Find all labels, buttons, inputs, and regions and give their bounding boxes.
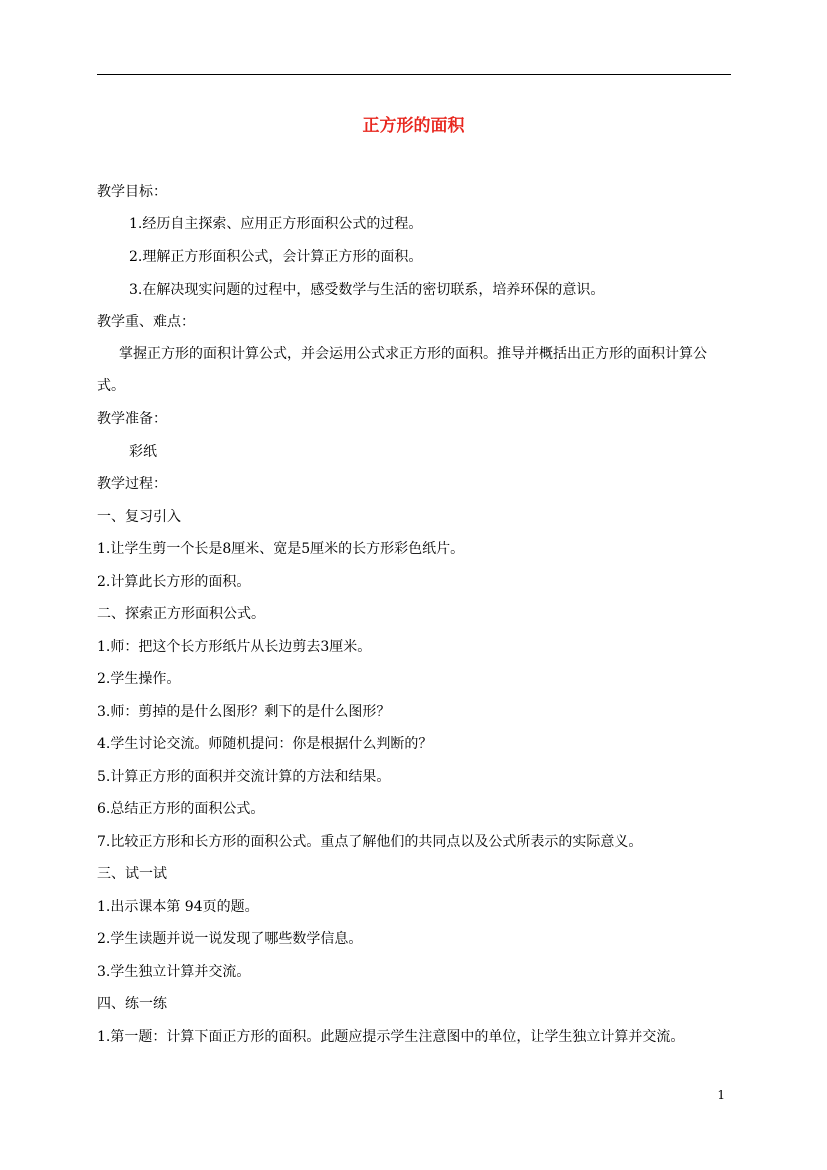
list-item: 2.计算此长方形的面积。 [97,574,251,590]
list-item: 3.学生独立计算并交流。 [97,964,251,980]
preparation-heading: 教学准备： [97,411,167,427]
key-points-heading: 教学重、难点： [97,314,195,330]
list-item: 7.比较正方形和长方形的面积公式。重点了解他们的共同点以及公式所表示的实际意义。 [97,834,643,850]
list-item: 4.学生讨论交流。师随机提问：你是根据什么判断的？ [97,736,433,752]
list-item: 1.第一题：计算下面正方形的面积。此题应提示学生注意图中的单位，让学生独立计算并交流。 [97,1029,685,1045]
key-points-text: 掌握正方形的面积计算公式，并会运用公式求正方形的面积。推导并概括出正方形的面积计算公式。 [97,346,707,394]
process-heading: 教学过程： [97,476,167,492]
page-number: 1 [717,1088,725,1102]
part1-heading: 一、复习引入 [97,509,181,525]
top-rule [97,74,731,75]
list-item: 2.学生操作。 [97,671,181,687]
part2-heading: 二、探索正方形面积公式。 [97,606,265,622]
goal-item: 1.经历自主探索、应用正方形面积公式的过程。 [129,216,423,232]
part4-heading: 四、练一练 [97,996,167,1012]
preparation-item: 彩纸 [129,444,157,460]
goal-item: 3.在解决现实问题的过程中，感受数学与生活的密切联系，培养环保的意识。 [129,282,605,298]
list-item: 1.让学生剪一个长是8厘米、宽是5厘米的长方形彩色纸片。 [97,541,465,557]
list-item: 1.师：把这个长方形纸片从长边剪去3厘米。 [97,639,372,655]
list-item: 5.计算正方形的面积并交流计算的方法和结果。 [97,769,391,785]
list-item: 1.出示课本第 94页的题。 [97,899,259,915]
list-item: 6.总结正方形的面积公式。 [97,801,265,817]
goals-heading: 教学目标： [97,184,167,200]
list-item: 2.学生读题并说一说发现了哪些数学信息。 [97,931,363,947]
goal-item: 2.理解正方形面积公式，会计算正方形的面积。 [129,249,423,265]
list-item: 3.师：剪掉的是什么图形？剩下的是什么图形？ [97,704,391,720]
page-title: 正方形的面积 [362,116,465,136]
part3-heading: 三、试一试 [97,866,167,882]
